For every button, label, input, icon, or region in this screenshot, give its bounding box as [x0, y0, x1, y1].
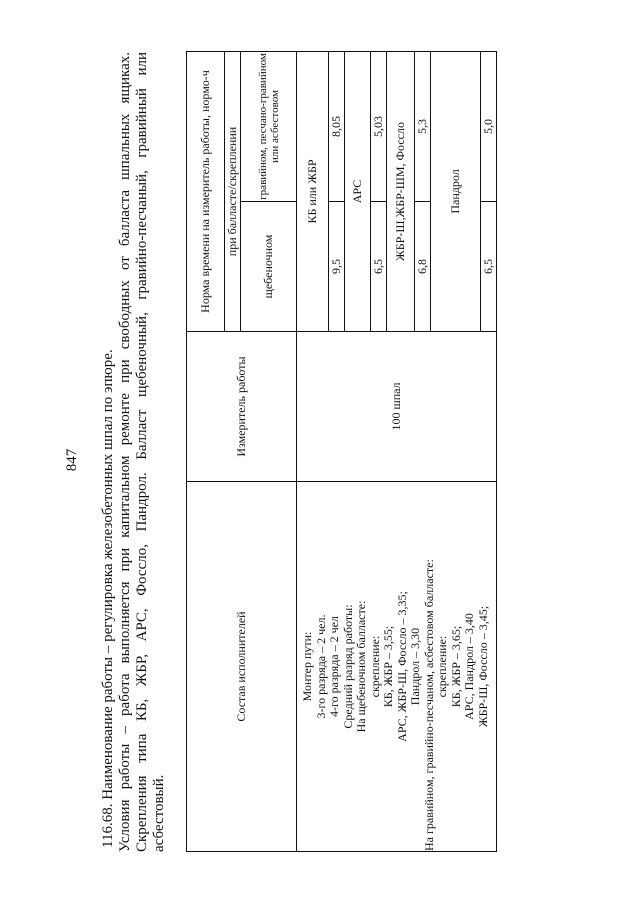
header-unit: Измеритель работы — [187, 332, 297, 482]
composition-list — [297, 482, 490, 851]
norm-gravel-zhbr-sh: 5,3 — [415, 51, 431, 201]
work-conditions: Условия работы – работа выполняется при капитальном ремонте при свободных от балласта шпальных ящиках. — [117, 52, 133, 852]
norm-gravel-ars: 5,03 — [371, 51, 387, 201]
header-gravel: гравийном, песчано-гравийном или асбестовом — [241, 51, 297, 201]
composition-line: На щебеночном балласте: — [354, 600, 368, 733]
fastening-kb-zhbr: КБ или ЖБР — [297, 51, 329, 331]
section-header — [100, 52, 168, 852]
fastening-zhbr-sh-fosslo: ЖБР-Ш,ЖБР-ШМ, Фоссло — [387, 51, 415, 331]
header-norm: Норма времени на измеритель работы, нормо-ч — [187, 51, 225, 331]
norm-crushed-kb-zhbr: 9,5 — [329, 202, 345, 332]
composition-line: Средний разряд работы: — [340, 604, 355, 729]
fastening-ballast-types-end: асбестовый. — [151, 774, 167, 852]
composition-line: скрепление: — [435, 635, 449, 698]
unit-value: 100 шпал — [297, 332, 497, 482]
composition-cell — [297, 482, 497, 852]
header-composition: Состав исполнителей — [187, 482, 297, 852]
page-number: 847 — [64, 448, 80, 472]
composition-line: 3-го разряда – 2 чел. — [313, 614, 328, 719]
fastening-ars: АРС — [345, 51, 371, 331]
composition-line: АРС, ЖБР-Ш, Фоссло – 3,35; — [394, 591, 409, 742]
composition-line: На гравийном, гравийно-песчаном, асбестовом балласте: — [421, 559, 436, 851]
fastening-pandrol: Пандрол — [431, 51, 481, 331]
header-ballast: при балласте/скреплении — [225, 51, 241, 331]
norm-crushed-zhbr-sh: 6,8 — [415, 202, 431, 332]
composition-line: ЖБР-Ш, Фоссло – 3,45; — [475, 605, 490, 728]
rotated-page-content — [100, 52, 500, 852]
norm-gravel-kb-zhbr: 8,05 — [329, 51, 345, 201]
composition-line: Пандрол – 3,30 — [408, 627, 422, 706]
fastening-ballast-types: Скрепления типа КБ, ЖБР, АРС, Фоссло, Пандрол. Балласт щебеночный, гравийно-песчаный, гравийный или — [134, 52, 150, 852]
header-crushed-stone: щебеночном — [241, 202, 297, 332]
composition-line: КБ, ЖБР – 3,65; — [448, 625, 463, 708]
composition-line: КБ, ЖБР – 3,55; — [381, 625, 395, 708]
composition-line: 4-го разряда – 2 чел — [327, 616, 341, 717]
norm-crushed-pandrol: 6,5 — [481, 202, 497, 332]
norm-gravel-pandrol: 5,0 — [481, 51, 497, 201]
composition-line: Монтер пути: — [300, 631, 314, 702]
time-norms-table — [186, 51, 497, 852]
composition-line: скрепление: — [367, 635, 382, 698]
composition-line: АРС, Пандрол – 3,40 — [462, 613, 476, 720]
norm-crushed-ars: 6,5 — [371, 202, 387, 332]
section-title: 116.68. Наименование работы – регулировка железобетонных шпал по эпюре. — [100, 349, 116, 848]
